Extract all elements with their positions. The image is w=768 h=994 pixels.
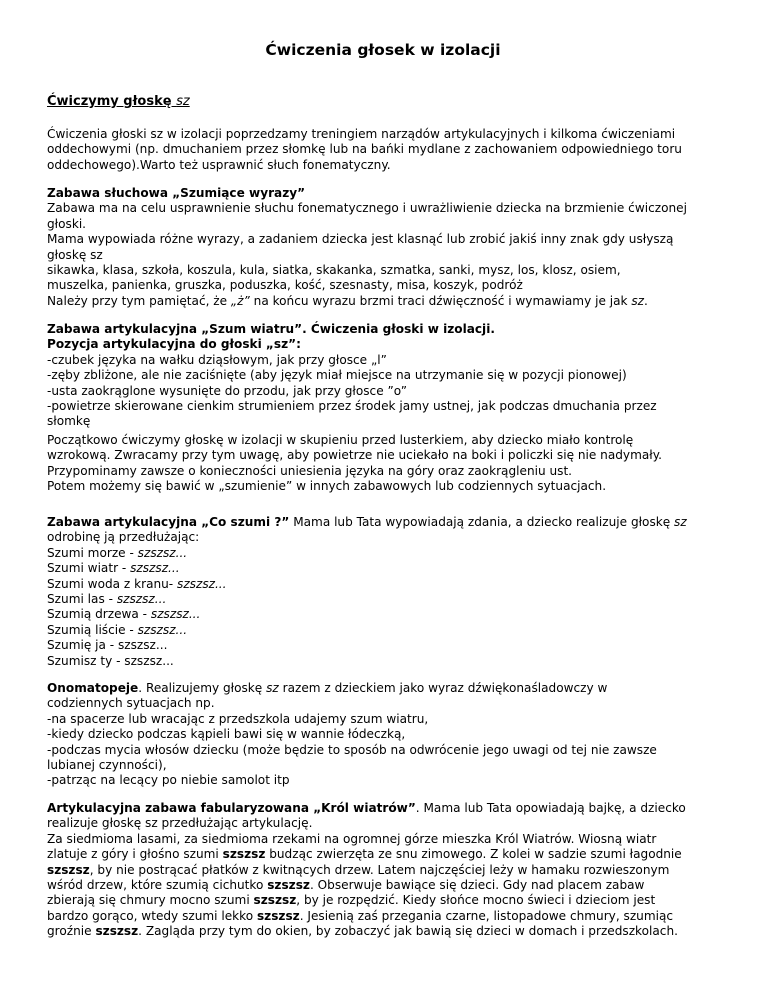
list-item: Szumię ja - szszsz...	[47, 638, 168, 653]
text-line: Potem możemy się bawić w „szumienie” w innych zabawowych lub codziennych sytuacjach.	[47, 479, 607, 494]
section-heading: Onomatopeje	[47, 681, 139, 695]
page-title: Ćwiczenia głosek w izolacji	[265, 41, 501, 59]
section-wind-noise	[47, 322, 737, 430]
list-item: -na spacerze lub wracając z przedszkola udajemy szum wiatru,	[47, 711, 429, 726]
intro-line: Ćwiczenia głoski sz w izolacji poprzedzamy treningiem narządów artykulacyjnych i kilkoma ćwiczeniami	[47, 127, 676, 141]
story-line: szszsz, by nie postrącać płatków z kwitnących drzew. Latem najczęściej leży w hamaku rozwieszonym	[47, 862, 670, 877]
text-line: odrobinę ją przedłużając:	[47, 530, 200, 545]
section-heading: Zabawa artykulacyjna „Co szumi ?”	[47, 515, 290, 529]
section-heading: Zabawa artykulacyjna „Szum wiatru”. Ćwiczenia głoski w izolacji.	[47, 322, 495, 336]
text-line: głoskę sz	[47, 247, 103, 262]
text-line: Początkowo ćwiczymy głoskę w izolacji w skupieniu przed lusterkiem, aby dziecko miało kontrolę	[47, 433, 634, 447]
list-item: Szumią drzewa - szszsz...	[47, 607, 201, 622]
list-item: Szumi morze - szszsz...	[47, 545, 188, 560]
list-item: -powietrze skierowane cienkim strumieniem przez środek jamy ustnej, jak podczas dmuchania przez	[47, 399, 657, 414]
list-item: Szumisz ty - szszsz...	[47, 653, 174, 668]
text-line: głoski.	[47, 216, 87, 231]
story-line: Za siedmioma lasami, za siedmioma rzekami na ogromnej górze mieszka Król Wiatrów. Wiosną wiatr	[47, 831, 657, 846]
section-subtitle	[47, 94, 190, 109]
section-listening-game	[47, 186, 737, 309]
section-subheading: Pozycja artykulacyjna do głoski „sz”:	[47, 337, 301, 352]
section-what-hums: Zabawa artykulacyjna „Co szumi ?” Mama lub Tata wypowiadają zdania, a dziecko realizuje głoskę sz odrobinę ją przedłużając: Szumi morze - szszsz... Szumi wiatr - szszsz... Szumi woda z kranu- szszsz... Szumi las - szszsz... Szumią drzewa - szszsz... Szumią liście - szszsz... Szumię ja - szszsz... Szumisz ty - szszsz...	[47, 515, 737, 669]
subtitle-label: Ćwiczymy głoskę	[47, 94, 177, 109]
word-list-line: sikawka, klasa, szkoła, koszula, kula, siatka, skakanka, szmatka, sanki, mysz, los, klosz, osiem,	[47, 263, 621, 278]
text-line: wzrokową. Zwracamy przy tym uwagę, aby powietrze nie uciekało na boki i policzki się nie nadymały.	[47, 448, 662, 463]
story-line: zlatuje z góry i głośno szumi szszsz budząc zwierzęta ze snu zimowego. Z kolei w sadzie szumi łagodnie	[47, 847, 682, 862]
list-item: -patrząc na lecący po niebie samolot itp	[47, 773, 290, 788]
story-line: groźnie szszsz. Zagląda przy tym do okien, by zobaczyć jak bawią się dzieci w domach i przedszkolach.	[47, 924, 678, 939]
intro-line: oddechowymi (np. dmuchaniem przez słomkę lub na bańki mydlane z zachowaniem odpowiedniego toru	[47, 142, 682, 157]
subtitle-glyph: sz	[176, 94, 190, 109]
list-item: -czubek języka na wałku dziąsłowym, jak przy głosce „l”	[47, 352, 387, 367]
intro-paragraph	[47, 127, 737, 173]
text-line: codziennych sytuacjach np.	[47, 696, 215, 711]
text-line: Zabawa ma na celu usprawnienie słuchu fonematycznego i uwrażliwienie dziecka na brzmienie ćwiczonej	[47, 201, 687, 216]
story-line: bardzo gorąco, wtedy szumi lekko szszsz. Jesienią zaś przegania czarne, listopadowe chmury, szumiąc	[47, 908, 674, 923]
paragraph-isolation-practice	[47, 433, 737, 495]
list-item: -podczas mycia włosów dziecku (może będzie to sposób na odwrócenie jego uwagi od tej nie zawsze	[47, 742, 657, 757]
list-item: -usta zaokrąglone wysunięte do przodu, jak przy głosce ”o”	[47, 383, 407, 398]
section-onomatopoeia: Onomatopeje. Realizujemy głoskę sz razem z dzieckiem jako wyraz dźwiękonaśladowczy w codziennych sytuacjach np. -na spacerze lub wracając z przedszkola udajemy szum wiatru, -kiedy dziecko podczas kąpieli bawi się w wannie łódeczką, -podczas mycia włosów dziecku (może będzie to sposób na odwrócenie jego uwagi od tej nie zawsze lubianej czynności), -patrząc na lecący po niebie samolot itp	[47, 681, 737, 789]
list-item: lubianej czynności),	[47, 758, 167, 773]
section-king-of-winds: Artykulacyjna zabawa fabularyzowana „Król wiatrów”. Mama lub Tata opowiadają bajkę, a dziecko realizuje głoskę sz przedłużając artykulację. Za siedmioma lasami, za siedmioma rzekami na ogromnej górze mieszka Król Wiatrów. Wiosną wiatr zlatuje z góry i głośno szumi szszsz budząc zwierzęta ze snu zimowego. Z kolei w sadzie szumi łagodnie szszsz, by nie postrącać płatków z kwitnących drzew. Latem najczęściej leży w hamaku rozwieszonym wśród drzew, które szumią cichutko szszsz. Obserwuje bawiące się dzieci. Gdy nad placem zabaw zbierają się chmury mocno szumi szszsz, by je rozpędzić. Kiedy słońce mocno świeci i dzieciom jest bardzo gorąco, wtedy szumi lekko szszsz. Jesienią zaś przegania czarne, listopadowe chmury, szumiąc groźnie szszsz. Zagląda przy tym do okien, by zobaczyć jak bawią się dzieci w domach i przedszkolach.	[47, 801, 737, 940]
list-item: Szumi wiatr - szszsz...	[47, 561, 180, 576]
section-heading: Zabawa słuchowa „Szumiące wyrazy”	[47, 186, 306, 200]
list-item: Szumi las - szszsz...	[47, 592, 167, 607]
intro-line: oddechowego).Warto też usprawnić słuch fonematyczny.	[47, 157, 391, 172]
text-line: Przypominamy zawsze o konieczności uniesienia języka na góry oraz zaokrągleniu ust.	[47, 463, 573, 478]
list-item: Szumi woda z kranu- szszsz...	[47, 576, 227, 591]
list-item: -zęby zbliżone, ale nie zaciśnięte (aby język miał miejsce na utrzymanie się w pozycji pionowej)	[47, 368, 627, 383]
list-item: słomkę	[47, 414, 91, 429]
list-item: Szumią liście - szszsz...	[47, 622, 188, 637]
story-line: zbierają się chmury mocno szumi szszsz, by je rozpędzić. Kiedy słońce mocno świeci i dzieciom jest	[47, 893, 656, 908]
text-line: realizuje głoskę sz przedłużając artykulację.	[47, 816, 313, 831]
word-list-line: muszelka, panienka, gruszka, poduszka, kość, szesnasty, misa, koszyk, podróż	[47, 278, 523, 293]
story-line: wśród drzew, które szumią cichutko szszsz. Obserwuje bawiące się dzieci. Gdy nad placem zabaw	[47, 878, 645, 893]
section-heading: Artykulacyjna zabawa fabularyzowana „Król wiatrów”	[47, 801, 416, 815]
note-line: Należy przy tym pamiętać, że „ż” na końcu wyrazu brzmi traci dźwięczność i wymawiamy je jak sz.	[47, 293, 648, 308]
text-line: Mama wypowiada różne wyrazy, a zadaniem dziecka jest klasnąć lub zrobić jakiś inny znak gdy usłyszą	[47, 232, 674, 247]
list-item: -kiedy dziecko podczas kąpieli bawi się w wannie łódeczką,	[47, 727, 406, 742]
